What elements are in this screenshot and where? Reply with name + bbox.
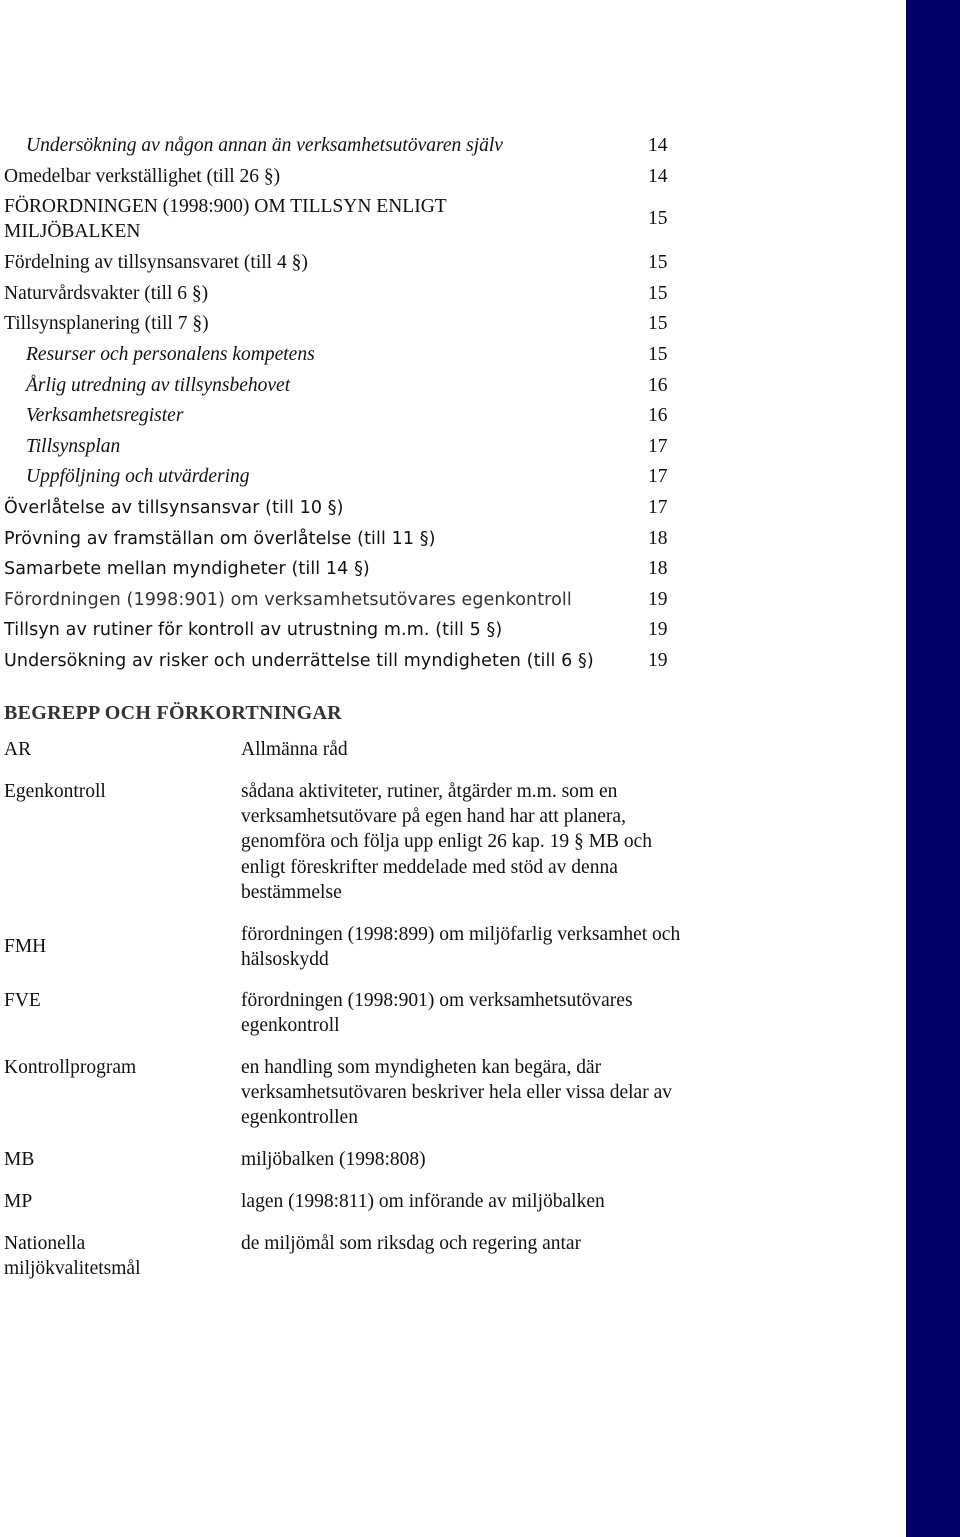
toc-entry-title: Samarbete mellan myndigheter (till 14 §) [4,559,370,580]
toc-entry [0,307,690,338]
glossary-definition: en handling som myndigheten kan begära, där verksamhetsutövaren beskriver hela eller vissa delar av egenkontrollen [241,1057,672,1129]
toc-entry-page: 15 [648,282,668,304]
toc-entry-title: Tillsyn av rutiner för kontroll av utrustning m.m. (till 5 §) [4,620,503,641]
toc-entry-page: 15 [648,252,668,274]
toc-entry-title: Förordningen (1998:901) om verksamhetsutövares egenkontroll [4,589,572,610]
toc-entry-page: 14 [648,165,668,187]
toc-entry [0,129,690,160]
glossary-term: AR [4,739,32,760]
toc-entry-title: Naturvårdsvakter (till 6 §) [4,282,209,304]
toc-entry-title: Resurser och personalens kompetens [26,343,315,365]
glossary-term: FMH [4,936,47,957]
toc-entry-page: 19 [648,588,668,610]
glossary-term: FVE [4,990,41,1011]
toc-entry-page: 15 [648,343,668,365]
glossary-definition: miljöbalken (1998:808) [241,1149,426,1170]
toc-entry [0,430,690,461]
glossary-term: MB [4,1149,35,1170]
glossary-term: Kontrollprogram [4,1057,137,1078]
side-band [906,0,960,1537]
glossary-term: Egenkontroll [4,781,106,802]
toc-entry [0,644,690,675]
toc-entry-title: Verksamhetsregister [26,405,184,427]
toc-entry-title: Prövning av framställan om överlåtelse (till 11 §) [4,528,436,549]
toc-entry-page: 16 [648,405,668,427]
toc-entry-title: Undersökning av risker och underrättelse till myndigheten (till 6 §) [4,650,594,671]
toc-entry [0,369,690,400]
toc-entry-title: Årlig utredning av tillsynsbehovet [26,374,291,396]
toc-entry-page: 19 [648,649,668,671]
toc-entry-page: 14 [648,135,668,156]
glossary-definition: lagen (1998:811) om införande av miljöbalken [241,1191,605,1212]
toc-entry-page: 15 [648,208,668,230]
toc-entry [0,190,690,246]
glossary-definition: förordningen (1998:899) om miljöfarlig verksamhet och hälsoskydd [241,924,681,971]
toc-entry-page: 18 [648,527,668,549]
glossary-term: MP [4,1191,33,1212]
toc-entry [0,552,690,583]
toc-entry [0,491,690,522]
toc-entry-title: Undersökning av någon annan än verksamhetsutövaren själv [26,135,503,156]
toc-entry-title: Tillsynsplanering (till 7 §) [4,313,209,335]
glossary-definition: Allmänna råd [241,739,348,760]
toc-entry [0,522,690,553]
toc-entry [0,338,690,369]
toc-entry-title: Uppföljning och utvärdering [26,466,250,488]
toc-entry-page: 18 [648,558,668,580]
toc-entry-title: Omedelbar verkställighet (till 26 §) [4,165,281,187]
toc-entry [0,613,690,644]
glossary-definition: sådana aktiviteter, rutiner, åtgärder m.m. som en verksamhetsutövare på egen hand har att planera, genomföra och följa upp enligt 26 kap. 19 § MB och enligt föreskrifter meddelade med stöd av denna bestämmelse [241,781,653,903]
toc-entry-page: 19 [648,619,668,641]
toc-entry [0,583,690,614]
toc-entry-title: FÖRORDNINGEN (1998:900) OM TILLSYN ENLIGT MILJÖBALKEN [4,196,447,243]
toc-entry-page: 16 [648,374,668,396]
toc-entry-page: 17 [648,466,668,488]
toc-entry-title: Tillsynsplan [26,435,121,457]
toc-entry [0,160,690,191]
glossary-definition: de miljömål som riksdag och regering antar [241,1233,582,1254]
toc-entry-title: Överlåtelse av tillsynsansvar (till 10 §) [4,497,344,518]
toc-entry-page: 17 [648,435,668,457]
glossary-term: Nationella miljökvalitetsmål [4,1233,141,1279]
glossary-heading: BEGREPP OCH FÖRKORTNINGAR [4,702,342,724]
glossary-definition: förordningen (1998:901) om verksamhetsutövares egenkontroll [241,990,633,1037]
toc-entry [0,246,690,277]
toc-entry-page: 15 [648,313,668,335]
table-of-contents [0,129,690,675]
toc-entry [0,460,690,491]
toc-entry [0,399,690,430]
toc-entry [0,277,690,308]
toc-entry-title: Fördelning av tillsynsansvaret (till 4 §) [4,252,308,274]
toc-entry-page: 17 [648,496,668,518]
